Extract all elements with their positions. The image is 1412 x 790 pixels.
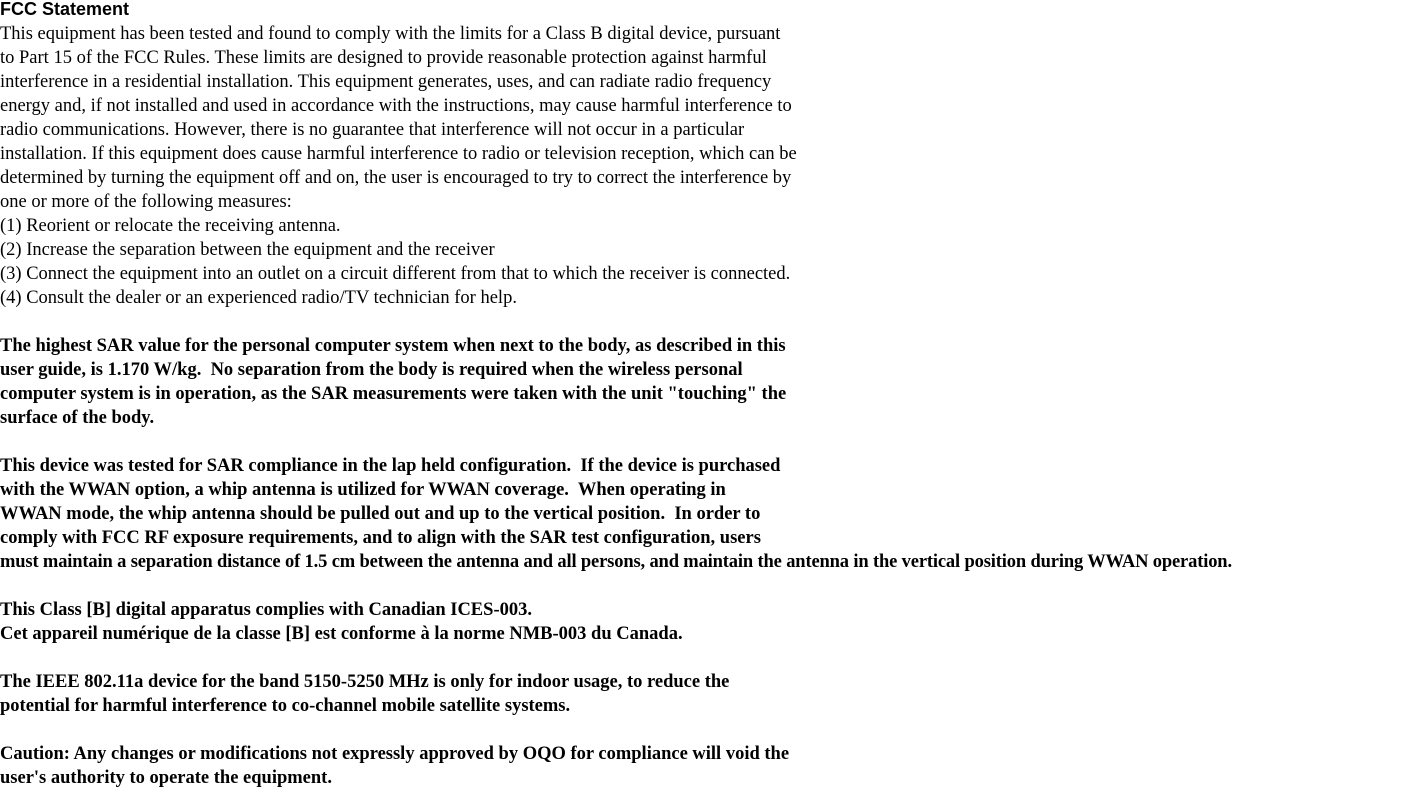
sar-paragraph-line: computer system is in operation, as the SAR measurements were taken with the unit "touching" the	[0, 384, 787, 404]
fcc-paragraph-line: radio communications. However, there is no guarantee that interference will not occur in a particular	[0, 120, 745, 140]
fcc-paragraph-line: determined by turning the equipment off and on, the user is encouraged to try to correct the interference by	[0, 168, 792, 188]
sar-paragraph-line: user guide, is 1.170 W/kg. No separation from the body is required when the wireless personal	[0, 360, 743, 380]
wwan-paragraph-line: comply with FCC RF exposure requirements, and to align with the SAR test configuration, users	[0, 528, 761, 548]
fcc-paragraph-line: interference in a residential installation. This equipment generates, uses, and can radiate radio frequency	[0, 72, 772, 92]
fcc-paragraph-line: This equipment has been tested and found to comply with the limits for a Class B digital device, pursuant	[0, 24, 781, 44]
canada-paragraph-line: This Class [B] digital apparatus complies with Canadian ICES-003.	[0, 600, 532, 620]
caution-paragraph-line: user's authority to operate the equipment.	[0, 768, 332, 788]
wwan-paragraph-line: WWAN mode, the whip antenna should be pulled out and up to the vertical position. In order to	[0, 504, 761, 524]
measure-item: (1) Reorient or relocate the receiving antenna.	[0, 216, 341, 236]
measure-item: (2) Increase the separation between the equipment and the receiver	[0, 240, 495, 260]
canada-paragraph-line: Cet appareil numérique de la classe [B] est conforme à la norme NMB-003 du Canada.	[0, 624, 683, 644]
document-title: FCC Statement	[0, 0, 130, 19]
measure-item: (3) Connect the equipment into an outlet on a circuit different from that to which the receiver is connected.	[0, 264, 791, 284]
wwan-paragraph-line: with the WWAN option, a whip antenna is utilized for WWAN coverage. When operating in	[0, 480, 726, 500]
sar-paragraph-line: The highest SAR value for the personal computer system when next to the body, as described in this	[0, 336, 786, 356]
wwan-paragraph-line: must maintain a separation distance of 1.5 cm between the antenna and all persons, and maintain the antenna in the vertical position during WWAN operation.	[0, 552, 1232, 572]
caution-paragraph-line: Caution: Any changes or modifications not expressly approved by OQO for compliance will void the	[0, 744, 790, 764]
measure-item: (4) Consult the dealer or an experienced radio/TV technician for help.	[0, 288, 517, 308]
fcc-paragraph-line: installation. If this equipment does cause harmful interference to radio or television reception, which can be	[0, 144, 797, 164]
wwan-paragraph-line: This device was tested for SAR compliance in the lap held configuration. If the device is purchased	[0, 456, 781, 476]
fcc-paragraph-line: one or more of the following measures:	[0, 192, 292, 212]
fcc-paragraph-line: to Part 15 of the FCC Rules. These limits are designed to provide reasonable protection against harmful	[0, 48, 767, 68]
sar-paragraph-line: surface of the body.	[0, 408, 155, 428]
ieee-paragraph-line: The IEEE 802.11a device for the band 5150-5250 MHz is only for indoor usage, to reduce the	[0, 672, 730, 692]
ieee-paragraph-line: potential for harmful interference to co-channel mobile satellite systems.	[0, 696, 571, 716]
fcc-paragraph-line: energy and, if not installed and used in accordance with the instructions, may cause harmful interference to	[0, 96, 792, 116]
